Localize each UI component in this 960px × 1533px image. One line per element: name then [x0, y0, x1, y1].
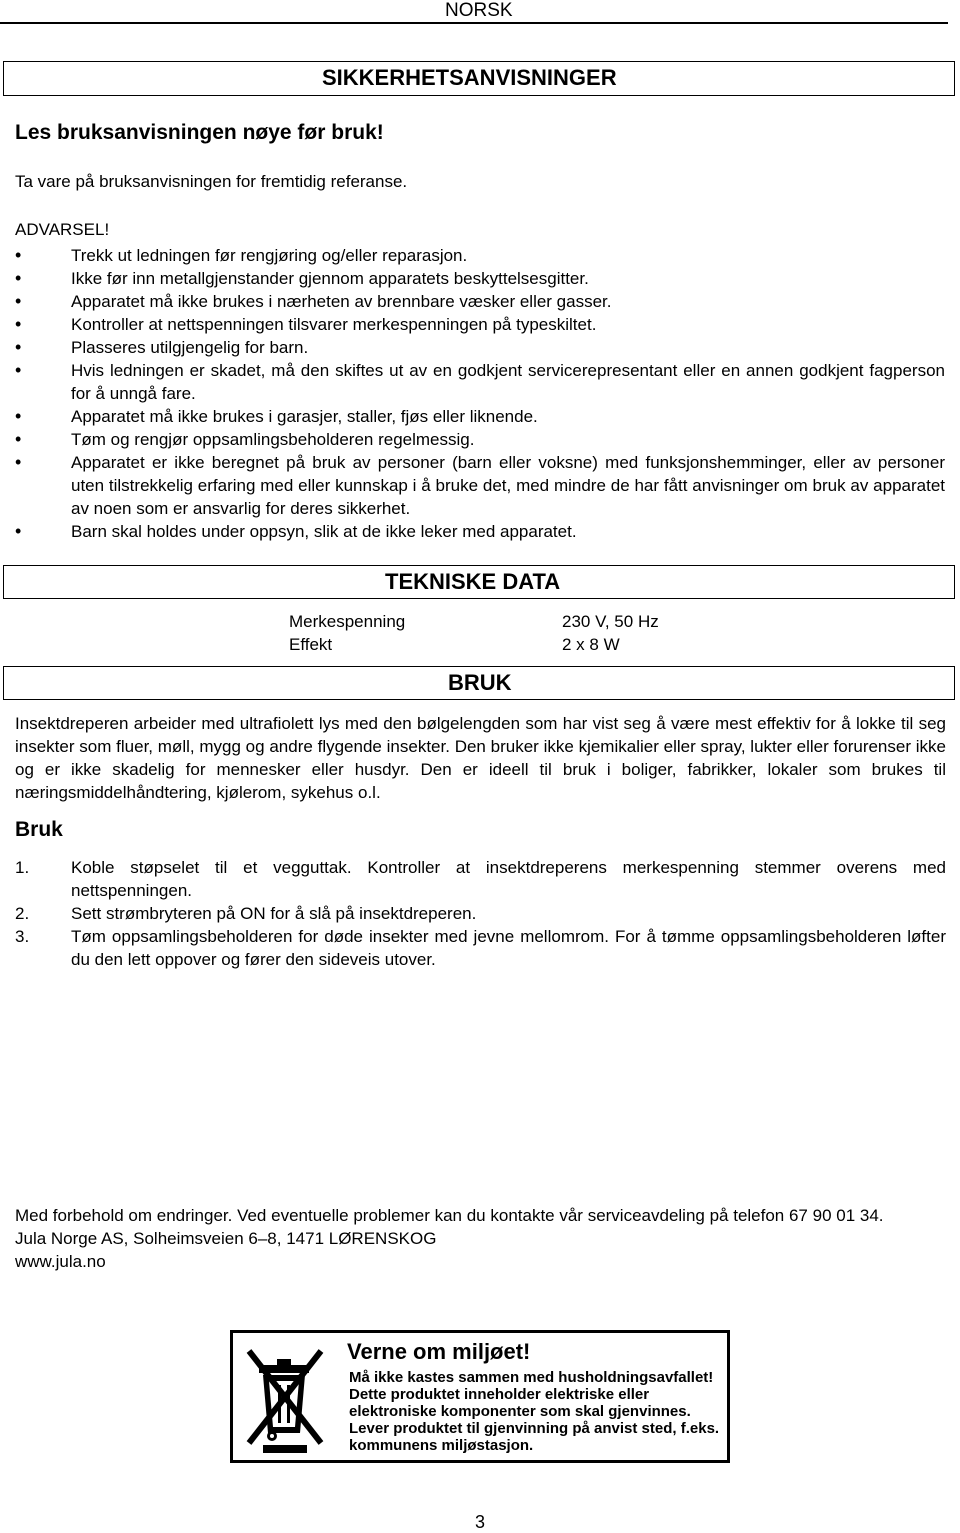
- safety-item: • Tøm og rengjør oppsamlingsbeholderen regelmessig.: [15, 428, 945, 451]
- eco-line: kommunens miljøstasjon.: [349, 1437, 534, 1454]
- website: www.jula.no: [15, 1252, 106, 1271]
- safety-item: • Barn skal holdes under oppsyn, slik at de ikke leker med apparatet.: [15, 520, 945, 543]
- crossed-out-wheelie-bin-icon: [237, 1337, 333, 1457]
- eco-line: Må ikke kastes sammen med husholdningsavfallet!: [349, 1369, 714, 1386]
- header-rule: [0, 22, 948, 24]
- safety-title: SIKKERHETSANVISNINGER: [322, 65, 617, 90]
- usage-subheading: Bruk: [15, 818, 63, 841]
- usage-steps: [15, 856, 946, 971]
- eco-notice: [230, 1330, 730, 1463]
- safety-item: • Apparatet er ikke beregnet på bruk av personer (barn eller voksne) med funksjonshemminger, eller av personer uten tilstrekkelig erfaring med eller kunnskap i å bruke det, med mindre de har fått anvisninger om bruk av apparatet av noen som er ansvarlig for deres sikkerhet.: [15, 451, 945, 520]
- tech-labels: [289, 610, 405, 656]
- eco-line: elektroniske komponenter som skal gjenvinnes.: [349, 1403, 691, 1420]
- tech-value: 230 V, 50 Hz: [562, 612, 659, 631]
- warning-label: ADVARSEL!: [15, 220, 110, 239]
- usage-intro: Insektdreperen arbeider med ultrafiolett lys med den bølgelengden som har vist seg å være mest effektiv for å lokke til seg insekter som fluer, møll, mygg og andre flygende insekter. Den bruker ikke kjemikalier eller spray, lukter eller forurenser ikke og er ikke skadelig for mennesker eller husdyr. Den er ideell til bruk i boliger, fabrikker, lokaler som brukes til næringsmiddelhåndtering, kjølerom, sykehus o.l.: [15, 714, 946, 802]
- page-number: 3: [475, 1512, 486, 1532]
- step-number: 3.: [15, 927, 30, 946]
- tech-value: 2 x 8 W: [562, 635, 620, 654]
- step-text: Sett strømbryteren på ON for å slå på insektdreperen.: [71, 904, 477, 923]
- usage-step: [15, 902, 946, 925]
- usage-step: [15, 925, 946, 971]
- usage-title-box: [3, 666, 955, 700]
- safety-item: • Plasseres utilgjengelig for barn.: [15, 336, 945, 359]
- safety-item: • Hvis ledningen er skadet, må den skiftes ut av en godkjent servicerepresentant eller en annen godkjent fagperson for å unngå fare.: [15, 359, 945, 405]
- disclaimer: Med forbehold om endringer. Ved eventuelle problemer kan du kontakte vår serviceavdeling på telefon 67 90 01 34.: [15, 1206, 884, 1225]
- safety-item: • Ikke før inn metallgjenstander gjennom apparatets beskyttelsesgitter.: [15, 267, 945, 290]
- safety-item: • Apparatet må ikke brukes i garasjer, staller, fjøs eller liknende.: [15, 405, 945, 428]
- company-address: Jula Norge AS, Solheimsveien 6–8, 1471 LØRENSKOG: [15, 1229, 437, 1248]
- safety-item: • Trekk ut ledningen før rengjøring og/eller reparasjon.: [15, 244, 945, 267]
- read-notice: Les bruksanvisningen nøye før bruk!: [15, 121, 384, 144]
- eco-line: Lever produktet til gjenvinning på anvist sted, f.eks.: [349, 1420, 720, 1437]
- safety-item: • Apparatet må ikke brukes i nærheten av brennbare væsker eller gasser.: [15, 290, 945, 313]
- safety-list: [15, 244, 945, 543]
- step-text: Koble støpselet til et vegguttak. Kontroller at insektdreperens merkespenning stemmer overens med nettspenningen.: [71, 858, 946, 900]
- tech-label: Merkespenning: [289, 612, 406, 631]
- footer: [15, 1204, 946, 1273]
- tech-title: TEKNISKE DATA: [385, 569, 561, 594]
- tech-title-box: [3, 565, 955, 599]
- step-text: Tøm oppsamlingsbeholderen for døde insekter med jevne mellomrom. For å tømme oppsamlingsbeholderen løfter du den lett oppover og fører den sideveis utover.: [71, 927, 946, 969]
- usage-title: BRUK: [448, 670, 512, 695]
- eco-line: Dette produktet inneholder elektriske eller: [349, 1386, 650, 1403]
- eco-text: [349, 1369, 719, 1454]
- language-label: NORSK: [445, 0, 513, 21]
- tech-values: [562, 610, 659, 656]
- step-number: 2.: [15, 904, 30, 923]
- safety-item: • Kontroller at nettspenningen tilsvarer merkespenningen på typeskiltet.: [15, 313, 945, 336]
- tech-label: Effekt: [289, 635, 333, 654]
- eco-title: Verne om miljøet!: [347, 1339, 531, 1364]
- usage-step: [15, 856, 946, 902]
- safety-title-box: [3, 61, 955, 96]
- keep-notice: Ta vare på bruksanvisningen for fremtidig referanse.: [15, 172, 408, 191]
- step-number: 1.: [15, 858, 30, 877]
